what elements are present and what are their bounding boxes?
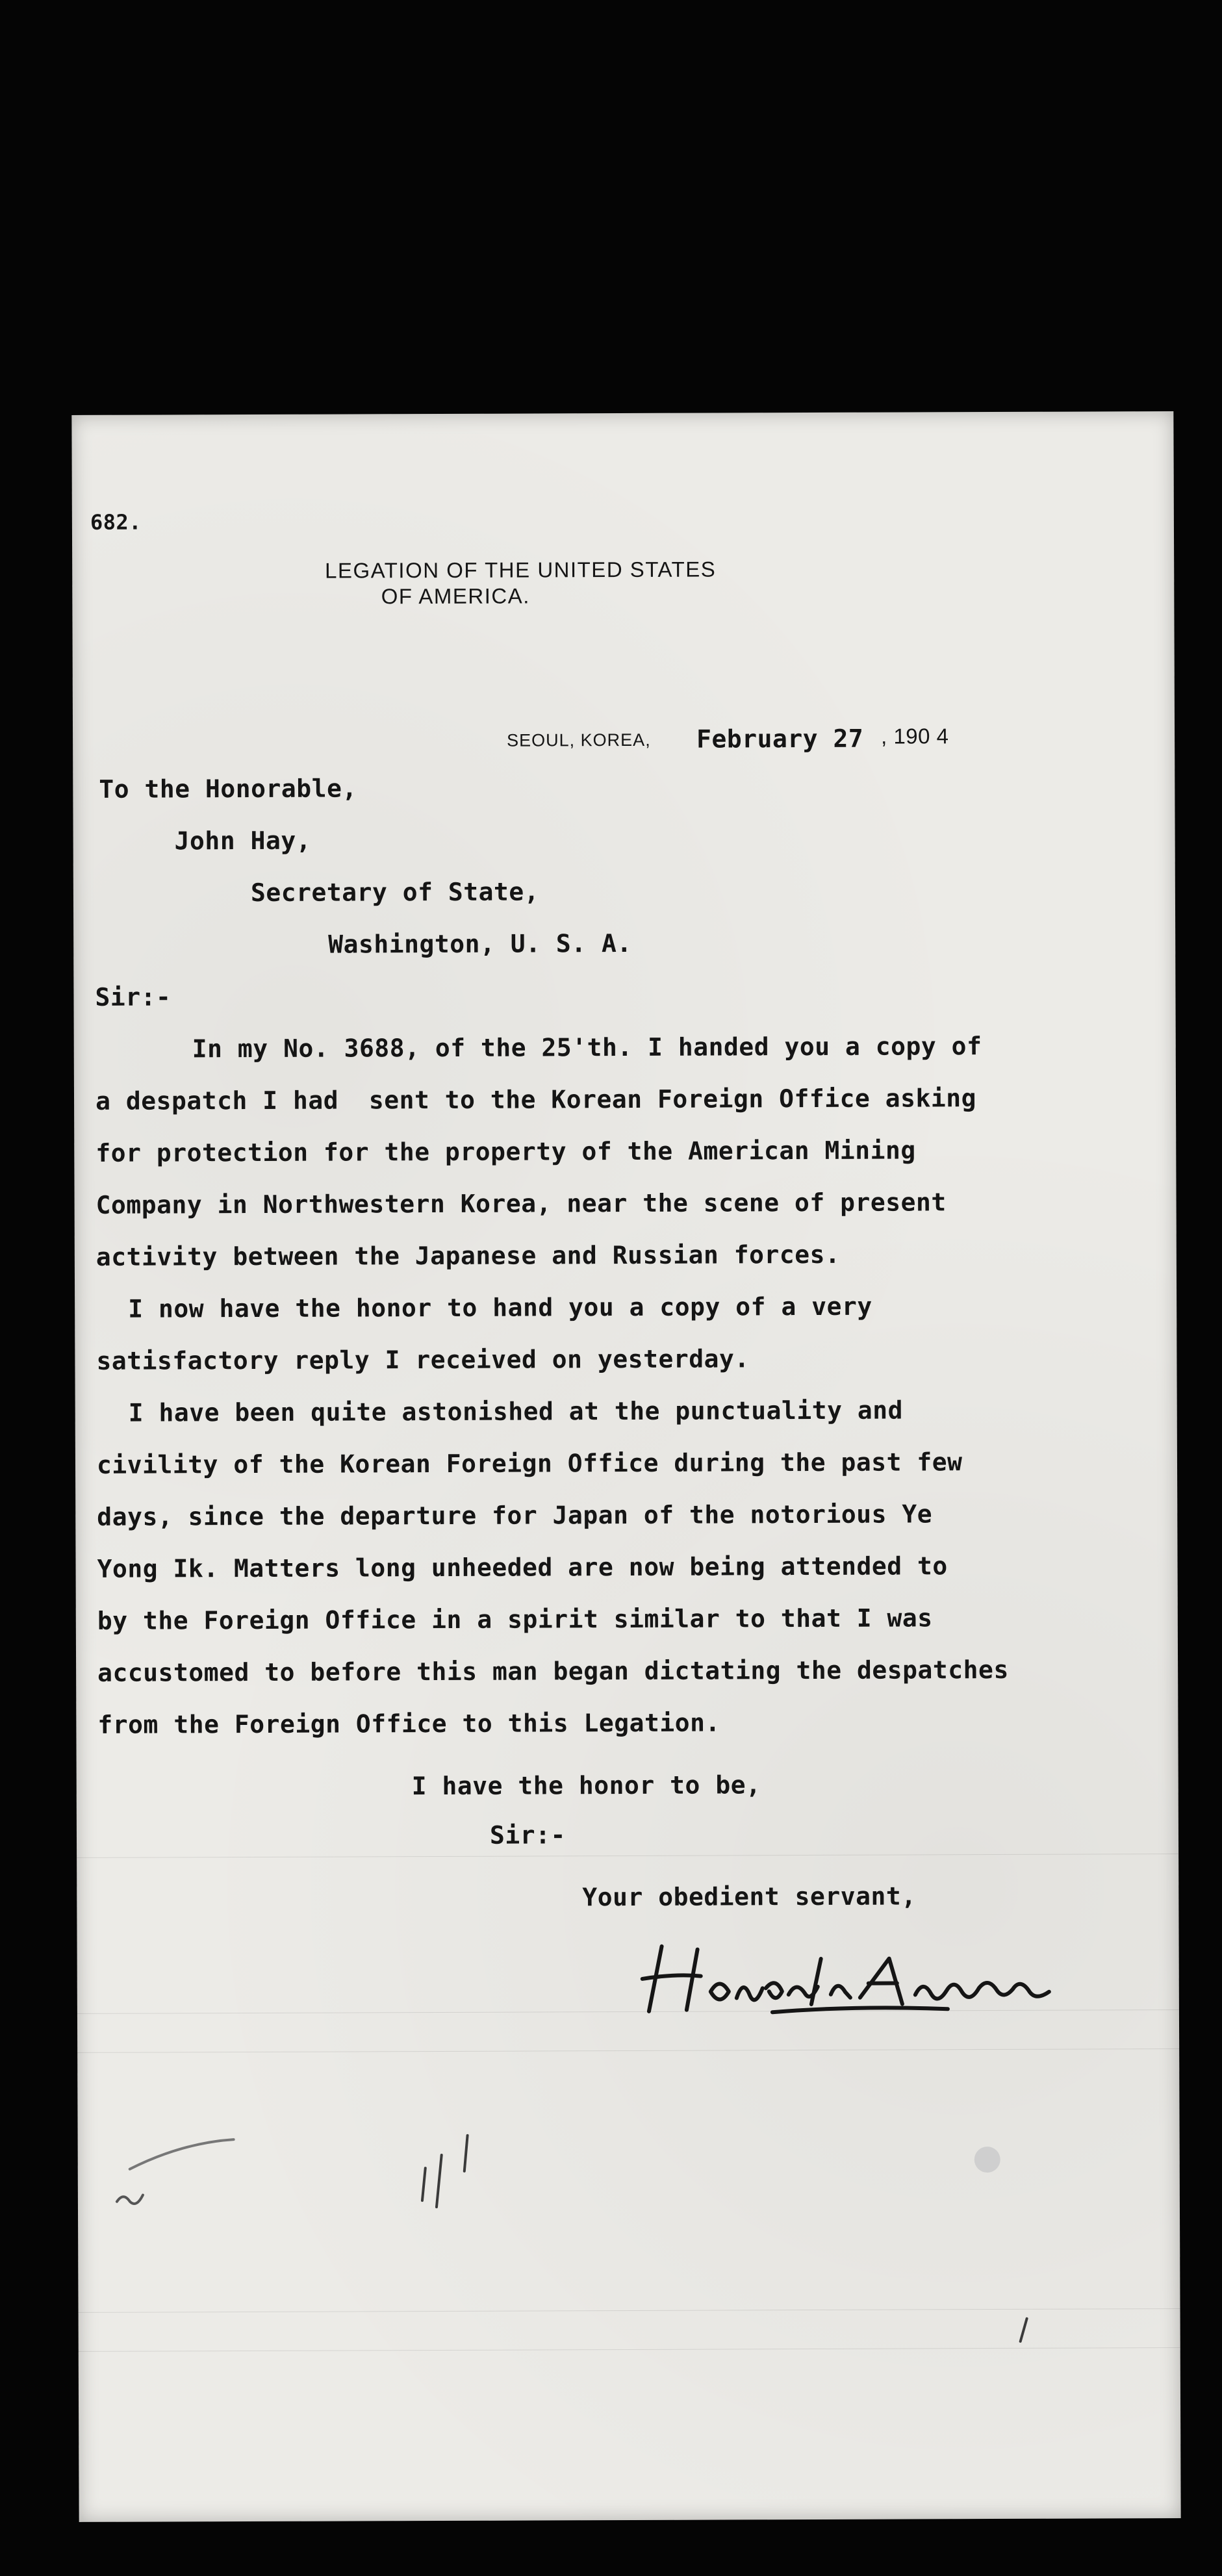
body-line: a despatch I had sent to the Korean Foreign Office asking <box>95 1084 977 1116</box>
closing-line-3: Your obedient servant, <box>582 1881 917 1912</box>
body-line: In my No. 3688, of the 25'th. I handed you a copy of <box>192 1032 982 1064</box>
letterhead-line-1: LEGATION OF THE UNITED STATES <box>325 557 717 583</box>
body-line: satisfactory reply I received on yesterday. <box>96 1344 750 1375</box>
body-line: by the Foreign Office in a spirit similar to that I was <box>97 1603 933 1635</box>
signature-image <box>636 1932 1104 2024</box>
place-line: SEOUL, KOREA, <box>507 730 651 750</box>
body-line: activity between the Japanese and Russian forces. <box>95 1240 841 1271</box>
body-line: I have been quite astonished at the punctuality and <box>128 1396 904 1427</box>
address-line-1: To the Honorable, <box>99 774 357 804</box>
body-line: for protection for the property of the American Mining <box>95 1136 916 1167</box>
scan-marks <box>103 2113 1143 2351</box>
body-line: days, since the departure for Japan of the notorious Ye <box>97 1499 933 1531</box>
address-line-3: Secretary of State, <box>250 877 540 908</box>
body-line: I now have the honor to hand you a copy of a very <box>128 1292 872 1323</box>
body-line: Yong Ik. Matters long unheeded are now being attended to <box>97 1551 948 1583</box>
closing-line-1: I have the honor to be, <box>411 1770 761 1801</box>
body-line: from the Foreign Office to this Legation. <box>97 1708 720 1739</box>
salutation: Sir:- <box>95 982 172 1012</box>
letter-page <box>71 411 1180 2522</box>
year-line: , 190 4 <box>881 724 949 748</box>
body-line: Company in Northwestern Korea, near the scene of present <box>95 1188 947 1219</box>
closing-line-2: Sir:- <box>489 1820 566 1850</box>
body-line: civility of the Korean Foreign Office during the past few <box>96 1447 963 1479</box>
letterhead-line-2: OF AMERICA. <box>381 583 530 609</box>
body-line: accustomed to before this man began dictating the despatches <box>97 1655 1009 1687</box>
address-line-2: John Hay, <box>174 826 312 856</box>
date-line: February 27 <box>696 724 864 754</box>
despatch-number: 682. <box>90 509 142 535</box>
address-line-4: Washington, U. S. A. <box>328 928 632 959</box>
